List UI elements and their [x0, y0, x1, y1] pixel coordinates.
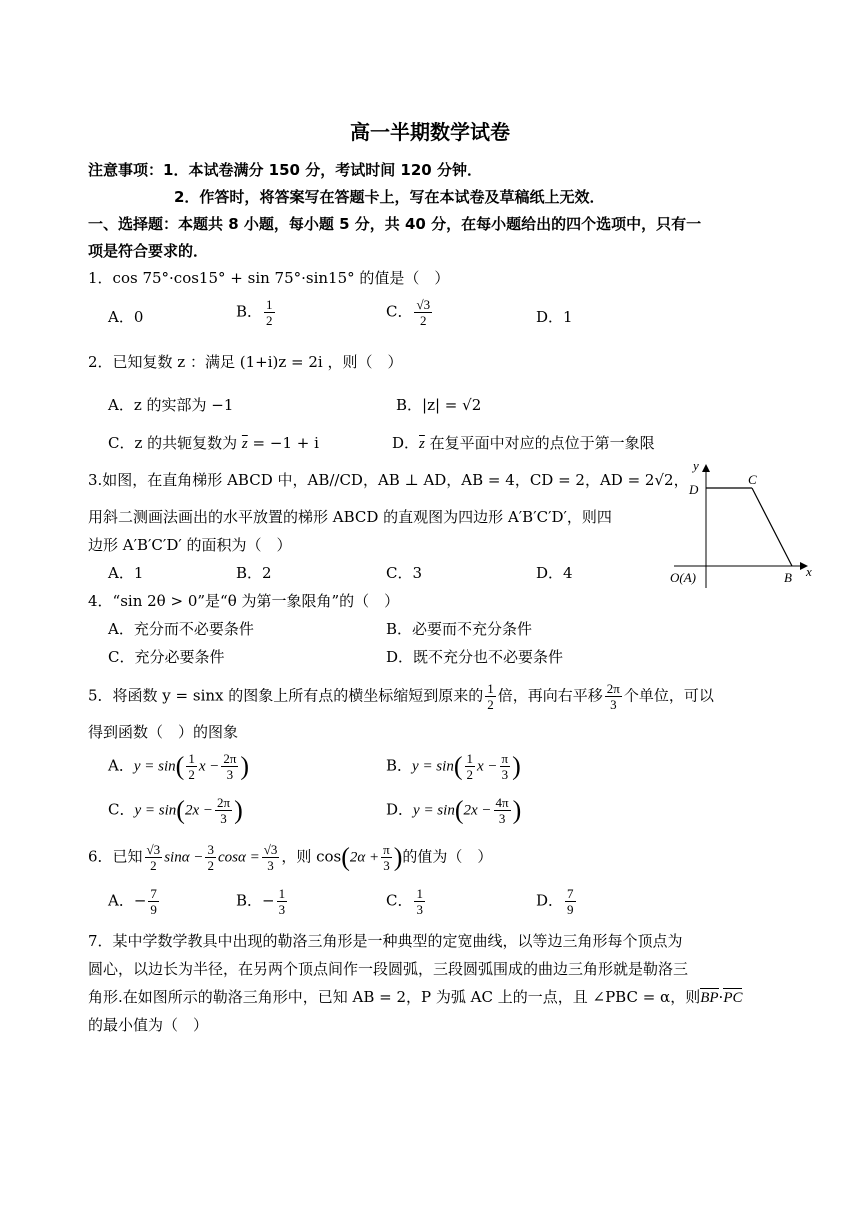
- q1-option-c[interactable]: [386, 297, 434, 328]
- q7-stem-line3: 角形.在如图所示的勒洛三角形中，已知 AB = 2，P 为弧 AC 上的一点，且 ∠PBC = α，则 BP· PC: [88, 988, 743, 1006]
- q5-fraction-shift: $\frac{2\pi}{3}$: [606, 681, 620, 712]
- q3-option-d[interactable]: D．4: [536, 564, 573, 582]
- q1-option-b[interactable]: [236, 297, 277, 328]
- q3-stem-line1: 3.如图，在直角梯形 ABCD 中，AB//CD，AB ⊥ AD，AB = 4，CD = 2，AD = 2√2，: [88, 471, 689, 489]
- q5-option-b[interactable]: B．y = sin( $\frac{1}{2}$ x − $\frac{\pi}{3}$ ): [386, 751, 521, 782]
- q1-option-b-label: B．: [236, 302, 263, 321]
- q7-stem-line4: 的最小值为（ ）: [88, 1016, 209, 1034]
- q3-stem-line3: 边形 A′B′C′D′ 的面积为（ ）: [88, 536, 292, 554]
- z-conjugate: $\overline{z}$: [419, 436, 425, 452]
- q2-option-d[interactable]: D．$\overline{z}$ 在复平面中对应的点位于第一象限: [392, 434, 655, 452]
- notice-label: 注意事项：: [88, 161, 164, 179]
- q4-stem: 4．“sin 2θ > 0”是“θ 为第一象限角”的（ ）: [88, 592, 400, 610]
- vector-bp: BP: [700, 990, 719, 1006]
- q4-option-b[interactable]: B．必要而不充分条件: [386, 620, 533, 638]
- page-title: 高一半期数学试卷: [350, 120, 510, 144]
- q6-option-d[interactable]: D． $\frac{7}{9}$: [536, 886, 574, 917]
- label-b: B: [784, 570, 792, 585]
- q5-stem-line2: 得到函数（ ）的图象: [88, 723, 239, 741]
- q6-option-b[interactable]: B．− $\frac{1}{3}$: [236, 886, 286, 917]
- edge-cb: [752, 488, 792, 566]
- vector-pc: PC: [723, 990, 743, 1006]
- q7-stem-line2: 圆心，以边长为半径，在另两个顶点间作一段圆弧，三段圆弧围成的曲边三角形就是勒洛三: [88, 960, 689, 978]
- label-y: y: [693, 458, 699, 473]
- q2-option-b[interactable]: B．|z| = √2: [396, 396, 482, 414]
- notice-line-1: [88, 160, 482, 180]
- q6-option-c[interactable]: C． $\frac{1}{3}$: [386, 886, 423, 917]
- section1-heading-line2: 项是符合要求的．: [88, 242, 209, 260]
- label-x: x: [806, 564, 812, 579]
- q5-option-a[interactable]: A．y = sin( $\frac{1}{2}$ x − $\frac{2\pi}{3}$ ): [108, 751, 250, 782]
- q1-option-a[interactable]: A．0: [108, 308, 144, 326]
- q6-option-a[interactable]: A．− $\frac{7}{9}$: [108, 886, 157, 917]
- q3-option-c[interactable]: C．3: [386, 564, 423, 582]
- q5-option-c[interactable]: C．y = sin(2x − $\frac{2\pi}{3}$ ): [108, 795, 243, 826]
- q3-option-b[interactable]: B．2: [236, 564, 272, 582]
- q2-stem: 2．已知复数 z ：满足 (1+i)z = 2i ，则（ ）: [88, 353, 403, 371]
- q1-option-c-label: C．: [386, 302, 413, 321]
- q5-stem-line1: 5．将函数 y = sinx 的图象上所有点的横坐标缩短到原来的 $\frac{1}{2}$ 倍，再向右平移 $\frac{2\pi}{3}$ 个单位，可以: [88, 681, 714, 712]
- q3-trapezoid-figure: [666, 458, 816, 594]
- label-d: D: [689, 482, 699, 497]
- q4-option-c[interactable]: C．充分必要条件: [108, 648, 225, 666]
- q6-stem: 6．已知 $\frac{√3}{2}$ sinα − $\frac{3}{2}$ cosα = $\frac{√3}{3}$ ，则 cos(2α + $\frac{\pi}{3}$ )的值为（ ）: [88, 842, 493, 873]
- q1-option-c-fraction: $\frac{√3}{2}$: [416, 297, 431, 328]
- q1-option-d[interactable]: D．1: [536, 308, 573, 326]
- section1-heading-line1: 一、选择题：本题共 8 小题，每小题 5 分，共 40 分，在每小题给出的四个选项中，只有一: [88, 215, 702, 233]
- label-origin: O(A): [670, 570, 696, 585]
- notice-item-1: 1．本试卷满分 150 分，考试时间 120 分钟．: [163, 161, 482, 179]
- notice-item-2: 2．作答时，将答案写在答题卡上，写在本试卷及草稿纸上无效．: [174, 188, 605, 206]
- q1-stem: 1．cos 75°·cos15° + sin 75°·sin15° 的值是（ ）: [88, 269, 450, 287]
- q3-option-a[interactable]: A．1: [108, 564, 144, 582]
- q5-option-d[interactable]: D．y = sin(2x − $\frac{4\pi}{3}$ ): [386, 795, 522, 826]
- z-conjugate: $\overline{z}$: [241, 436, 248, 452]
- q7-stem-line1: 7．某中学数学教具中出现的勒洛三角形是一种典型的定宽曲线，以等边三角形每个顶点为: [88, 932, 683, 950]
- q1-option-b-fraction: $\frac{1}{2}$: [266, 297, 273, 328]
- y-axis-arrow: [702, 464, 710, 472]
- q5-fraction-half: $\frac{1}{2}$: [487, 681, 494, 712]
- q4-option-a[interactable]: A．充分而不必要条件: [108, 620, 254, 638]
- label-c: C: [748, 472, 757, 487]
- q3-stem-line2: 用斜二测画法画出的水平放置的梯形 ABCD 的直观图为四边形 A′B′C′D′，则四: [88, 508, 612, 526]
- q2-option-a[interactable]: A．z 的实部为 −1: [108, 396, 234, 414]
- q4-option-d[interactable]: D．既不充分也不必要条件: [386, 648, 564, 666]
- q2-option-c[interactable]: C．z 的共轭复数为 $\overline{z} = -1 + i$: [108, 434, 319, 452]
